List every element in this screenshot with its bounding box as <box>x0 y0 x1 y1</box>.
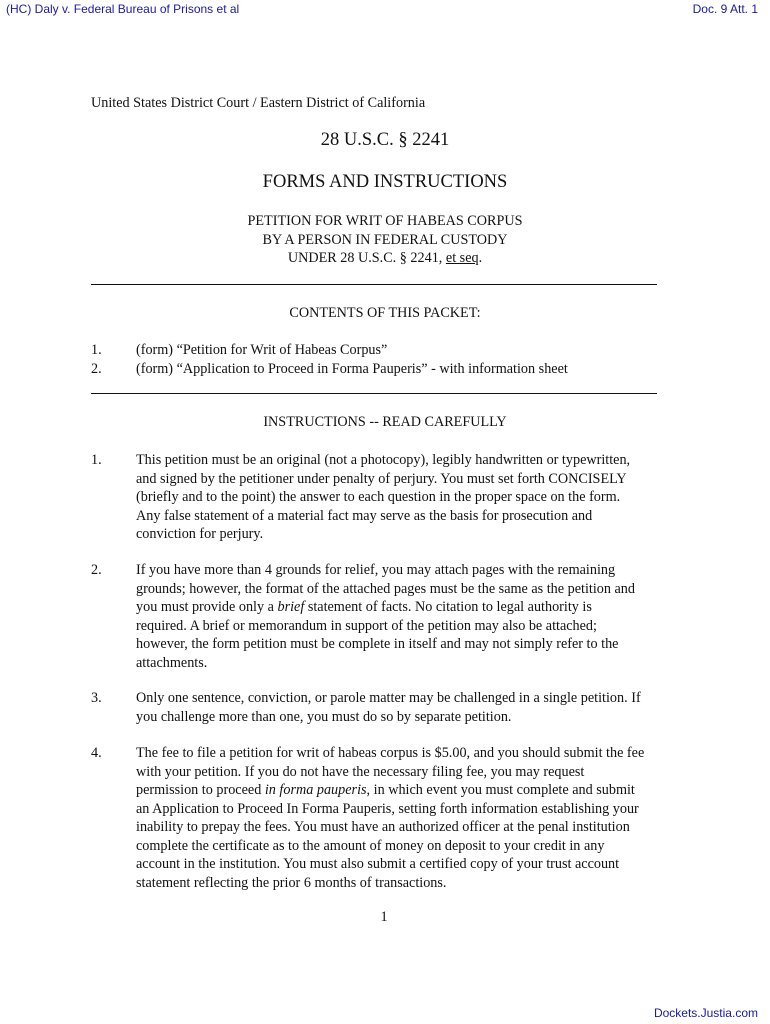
instruction-line: an Application to Proceed In Forma Pauperis, setting forth information establishing your <box>136 800 639 817</box>
instruction-line: however, the form petition must be complete in itself and may not simply refer to the <box>136 636 619 652</box>
subtitle-line-3-prefix: UNDER 28 U.S.C. § 2241, <box>287 250 446 266</box>
emphasis-in-forma-pauperis: in forma pauperis <box>264 782 367 798</box>
instruction-text: permission to proceed <box>136 782 265 798</box>
instruction-number: 4. <box>91 745 102 761</box>
instruction-line: If you have more than 4 grounds for relief, you may attach pages with the remaining <box>136 562 616 578</box>
subtitle-line-2: BY A PERSON IN FEDERAL CUSTODY <box>262 231 508 248</box>
instruction-number: 1. <box>91 452 102 468</box>
instruction-1 <box>136 451 666 544</box>
court-name: United States District Court / Eastern District of California <box>91 95 426 111</box>
instruction-2 <box>136 561 666 672</box>
subtitle-line-3-suffix: . <box>478 250 483 266</box>
case-title-link[interactable]: (HC) Daly v. Federal Bureau of Prisons et al <box>6 2 240 16</box>
instruction-text: , in which event you must complete and submit <box>366 782 635 798</box>
contents-title: CONTENTS OF THIS PACKET: <box>289 305 481 321</box>
contents-item: (form) “Application to Proceed in Forma Pauperis” - with information sheet <box>136 361 568 377</box>
doc-reference-link[interactable]: Doc. 9 Att. 1 <box>692 2 758 16</box>
contents-item-number: 2. <box>91 361 102 377</box>
instruction-4 <box>136 744 666 892</box>
instruction-line <box>136 781 666 800</box>
instruction-line: statement reflecting the prior 6 months of transactions. <box>136 874 447 891</box>
divider <box>91 284 657 285</box>
et-seq: et seq <box>445 250 479 266</box>
subtitle-line-3 <box>91 249 679 268</box>
instruction-line: (briefly and to the point) the answer to each question in the proper space on the form. <box>136 489 621 505</box>
contents-item: (form) “Petition for Writ of Habeas Corpus” <box>136 342 388 358</box>
instruction-number: 2. <box>91 562 102 578</box>
statute-heading: 28 U.S.C. § 2241 <box>320 130 450 150</box>
instruction-line: attachments. <box>136 654 208 671</box>
instruction-line: you challenge more than one, you must do so by separate petition. <box>136 708 512 725</box>
instruction-line: account in the institution. You must also submit a certified copy of your trust account <box>136 856 620 872</box>
forms-title: FORMS AND INSTRUCTIONS <box>262 172 508 192</box>
instruction-line: required. A brief or memorandum in support of the petition may also be attached; <box>136 617 597 634</box>
instruction-line: The fee to file a petition for writ of habeas corpus is $5.00, and you should submit the fee <box>136 745 645 761</box>
instruction-line: Only one sentence, conviction, or parole matter may be challenged in a single petition. If <box>136 690 641 706</box>
petition-subtitle <box>91 212 679 268</box>
instruction-line: This petition must be an original (not a photocopy), legibly handwritten or typewritten, <box>136 452 631 468</box>
instruction-number: 3. <box>91 690 102 706</box>
instruction-line: and signed by the petitioner under penalty of perjury. You must set forth CONCISELY <box>136 470 627 487</box>
instruction-line: Any false statement of a material fact may serve as the basis for prosecution and <box>136 507 593 524</box>
instruction-line: conviction for perjury. <box>136 526 264 542</box>
contents-item-number: 1. <box>91 342 102 358</box>
instruction-line: grounds; however, the format of the attached pages must be the same as the petition and <box>136 580 635 597</box>
instruction-line: with your petition. If you do not have the necessary filing fee, you may request <box>136 763 585 780</box>
justia-dockets-link[interactable]: Dockets.Justia.com <box>653 1006 758 1020</box>
instruction-line: inability to prepay the fees. You must have an authorized officer at the penal institution <box>136 819 630 835</box>
subtitle-line-1: PETITION FOR WRIT OF HABEAS CORPUS <box>247 213 523 229</box>
page-number: 1 <box>380 909 388 925</box>
instruction-3 <box>136 689 666 726</box>
instruction-text: you must provide only a <box>136 599 278 615</box>
divider <box>91 393 657 394</box>
instruction-line: complete the certificate as to the amount of money on deposit to your credit in any <box>136 837 605 854</box>
emphasis-brief: brief <box>277 599 305 615</box>
instructions-title: INSTRUCTIONS -- READ CAREFULLY <box>263 414 507 430</box>
instruction-line <box>136 598 666 617</box>
instruction-text: statement of facts. No citation to legal authority is <box>304 599 592 615</box>
